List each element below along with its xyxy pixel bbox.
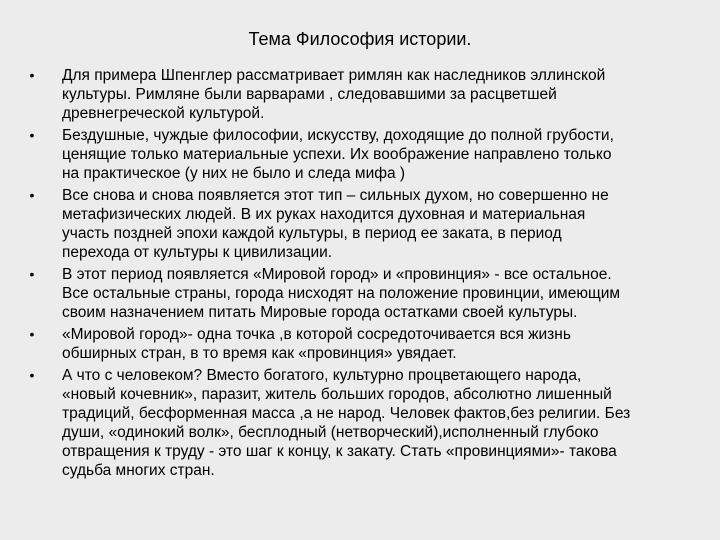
bullet-dot-icon: •: [29, 326, 35, 342]
bullet-item: [26, 66, 698, 123]
bullet-item: [26, 186, 698, 262]
bullet-item: [26, 126, 698, 183]
bullet-text-line: древнегреческой культурой.: [62, 105, 265, 122]
bullet-dot-icon: •: [29, 187, 35, 203]
bullet-text-line: души, «одинокий волк», бесплодный (нетворческий),исполненный глубоко: [62, 424, 599, 441]
bullet-text-line: перехода от культуры к цивилизации.: [62, 244, 333, 261]
bullet-text-line: Все снова и снова появляется этот тип – сильных духом, но совершенно не: [62, 187, 609, 204]
bullet-text-line: своим назначением питать Мировые города остатками своей культуры.: [62, 304, 578, 321]
bullet-text-line: А что с человеком? Вместо богатого, культурно процветающего народа,: [62, 367, 582, 384]
bullet-text-line: ценящие только материальные успехи. Их воображение направлено только: [62, 146, 612, 163]
bullet-item: [26, 265, 698, 322]
bullet-dot-icon: •: [29, 67, 35, 83]
bullet-text-line: Для примера Шпенглер рассматривает римлян как наследников эллинской: [62, 67, 606, 84]
bullet-text-line: традиций, бесформенная масса ,а не народ. Человек фактов,без религии. Без: [62, 405, 631, 422]
bullet-list: [26, 66, 698, 483]
bullet-dot-icon: •: [29, 367, 35, 383]
bullet-item: [26, 366, 698, 480]
bullet-text-line: участь поздней эпохи каждой культуры, в период ее заката, в период: [62, 225, 562, 242]
bullet-text-line: Все остальные страны, города нисходят на положение провинции, имеющим: [62, 285, 621, 302]
bullet-text-line: культуры. Римляне были варварами , следовавшими за расцветшей: [62, 86, 557, 103]
bullet-text-line: обширных стран, в то время как «провинция» увядает.: [62, 345, 457, 362]
bullet-dot-icon: •: [29, 127, 35, 143]
bullet-text-line: «новый кочевник», паразит, житель больших городов, абсолютно лишенный: [62, 386, 612, 403]
slide-title: Тема Философия истории.: [248, 29, 472, 49]
bullet-text-line: метафизических людей. В их руках находится духовная и материальная: [62, 206, 586, 223]
bullet-text-line: «Мировой город»- одна точка ,в которой сосредоточивается вся жизнь: [62, 326, 571, 343]
bullet-dot-icon: •: [29, 266, 35, 282]
bullet-text-line: отвращения к труду - это шаг к концу, к закату. Стать «провинциями»- такова: [62, 443, 617, 460]
bullet-text-line: В этот период появляется «Мировой город» и «провинция» - все остальное.: [62, 266, 612, 283]
bullet-text-line: на практическое (у них не было и следа мифа ): [62, 165, 406, 182]
bullet-item: [26, 325, 698, 363]
bullet-text-line: Бездушные, чуждые философии, искусству, доходящие до полной грубости,: [62, 127, 614, 144]
bullet-text-line: судьба многих стран.: [62, 462, 215, 479]
